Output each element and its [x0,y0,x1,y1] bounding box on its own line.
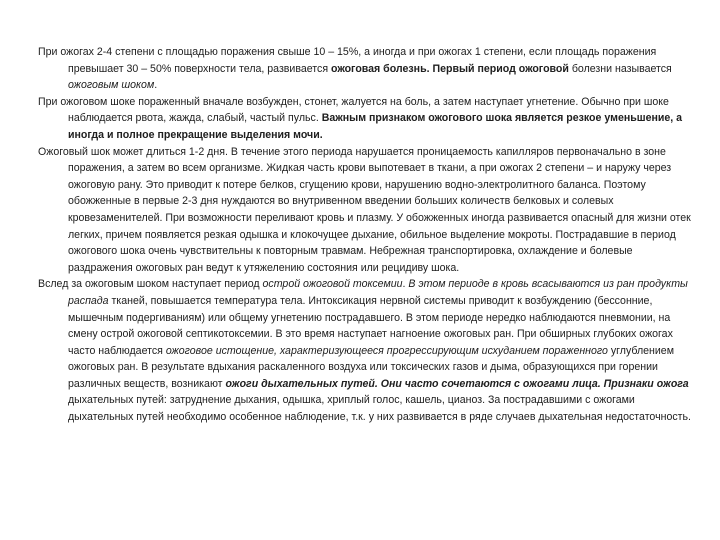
paragraph-burn-shock [38,94,694,144]
text-span-italic: ожоговое истощение, характеризующееся прогрессирующим исхуданием пораженного [165,344,608,357]
text-span: При ожогах 2-4 степени с площадью поражения свыше 10 – 15%, а иногда и при ожогах 1 степени, если площадь поражения превышает 30 – 50% поверхности тела, развивается [38,46,657,75]
text-span-italic: В этом периоде в кровь всасываются из ран продукты распада [68,278,688,307]
paragraph-burn-disease [38,44,694,94]
text-span: дыхательных путей: затруднение дыхания, одышка, хриплый голос, кашель, цианоз. За пострадавшими с ожогами дыхательных путей необходимо особенное наблюдение, т.к. у них развивается в ряде случаев дыхательная недостаточность. [68,394,691,424]
text-span: . [402,278,409,291]
paragraph-toxemia [38,276,694,425]
text-span: При ожоговом шоке пораженный вначале возбужден, стонет, жалуется на боль, а затем наступает угнетение. Обычно при шоке наблюдается рвота, жажда, слабый, частый пульс. [38,95,669,125]
text-span-italic: острой ожоговой токсемии [262,278,403,291]
text-span: Вслед за ожоговым шоком наступает период [38,278,263,291]
text-span: углублением ожоговых ран. В результате вдыхания раскаленного воздуха или токсических газов и дыма, образующихся при горении различных веществ, возникают [68,344,674,390]
text-span: тканей, повышается температура тела. Интоксикация нервной системы приводит к возбуждению (бессонние, мышечным подергиваниям) или общему угнетению пострадавшего. В этом периоде нередко наблюдаются пневмонии, на смену острой ожоговой септикотоксемии. В это время наступает нагноение ожоговых ран. При обширных глубоких ожогах часто наблюдается [68,294,673,357]
text-span-italic: ожоговым шоком [68,79,155,92]
text-span: . [154,79,158,92]
text-span-bold: Важным признаком ожогового шока является резкое уменьшение, а иногда и полное прекращение выделения мочи. [68,112,683,141]
text-span: Ожоговый шок может длиться 1-2 дня. В течение этого периода нарушается проницаемость капилляров первоначально в зоне поражения, а затем во всем организме. Жидкая часть крови выпотевает в ткани, а при ожогах 2 степени – и наружу через ожоговую рану. Это приводит к потере белков, сгущению крови, нарушению водно-электролитного баланса. Поэтому обожженные в первые 2-3 дня нуждаются во внутривенном введении больших количеств белковых и солевых кровезаменителей. При возможности переливают кровь и плазму. У обожженных иногда развивается опасный для жизни отек легких, причем появляется резкая одышка и клокочущее дыхание, обильное выделение мокроты. Пострадавшие в период ожогового шока очень чувствительны к повторным травмам. Небрежная транспортировка, охлаждение и болевые раздражения ожоговых ран ведут к утяжелению состояния или рецидиву шока. [38,145,691,274]
text-span-bold-italic: ожоги дыхательных путей. Они часто сочетаются с ожогами лица. Признаки ожога [225,377,689,390]
paragraph-shock-duration [38,144,694,277]
text-span: болезни называется [568,62,672,75]
text-span-bold: ожоговая болезнь. Первый период ожоговой [331,62,569,75]
